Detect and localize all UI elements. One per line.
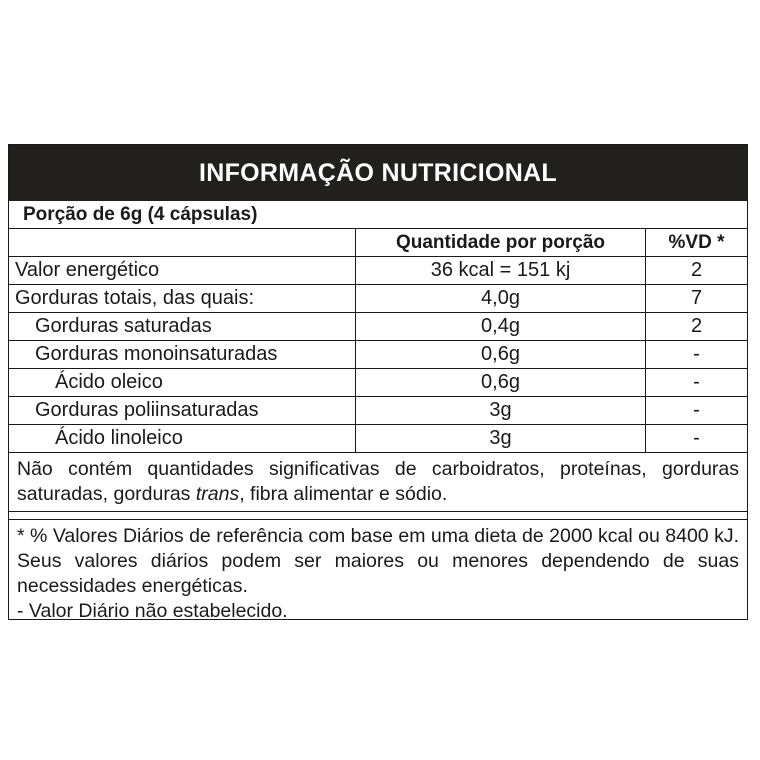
portion-size: Porção de 6g (4 cápsulas) xyxy=(9,201,747,229)
nutrient-vd: - xyxy=(645,369,747,396)
note-text-before: Não contém quantidades significativas de carboidratos, proteínas, gorduras saturadas, gorduras xyxy=(17,458,739,505)
table-row xyxy=(9,313,747,341)
nutrient-name: Gorduras totais, das quais: xyxy=(15,287,255,309)
table-row xyxy=(9,257,747,285)
nutrient-vd: - xyxy=(645,397,747,424)
table-row xyxy=(9,341,747,369)
label-title: INFORMAÇÃO NUTRICIONAL xyxy=(9,145,747,201)
header-quantity: Quantidade por porção xyxy=(355,229,645,256)
footnote xyxy=(9,520,747,628)
nutrient-vd: - xyxy=(645,341,747,368)
nutrient-vd: 7 xyxy=(645,285,747,312)
nutrient-quantity: 0,6g xyxy=(355,369,645,396)
table-row xyxy=(9,285,747,313)
nutrient-vd: 2 xyxy=(645,257,747,284)
table-row xyxy=(9,369,747,397)
table-row xyxy=(9,397,747,425)
nutrient-quantity: 0,6g xyxy=(355,341,645,368)
section-divider xyxy=(9,512,747,520)
nutrient-name: Ácido linoleico xyxy=(55,427,183,449)
header-nutrient xyxy=(9,229,355,256)
nutrient-name: Gorduras poliinsaturadas xyxy=(35,399,259,421)
table-row xyxy=(9,425,747,453)
nutrient-quantity: 0,4g xyxy=(355,313,645,340)
nutrient-vd: - xyxy=(645,425,747,452)
nutrition-facts-label xyxy=(8,144,748,620)
nutrient-name: Valor energético xyxy=(15,259,160,281)
note-text-italic: trans xyxy=(195,483,240,505)
footnote-vd-not-established: - Valor Diário não estabelecido. xyxy=(17,600,288,622)
nutrient-name: Gorduras saturadas xyxy=(35,315,212,337)
nutrient-name: Ácido oleico xyxy=(55,371,163,393)
nutrient-vd: 2 xyxy=(645,313,747,340)
table-header-row xyxy=(9,229,747,257)
not-contains-note xyxy=(9,453,747,512)
header-vd: %VD * xyxy=(645,229,747,256)
footnote-vd-reference: * % Valores Diários de referência com base em uma dieta de 2000 kcal ou 8400 kJ. Seus valores diários podem ser maiores ou menores dependendo de suas necessidades energéticas. xyxy=(17,525,739,597)
nutrient-quantity: 4,0g xyxy=(355,285,645,312)
nutrient-name: Gorduras monoinsaturadas xyxy=(35,343,278,365)
note-text-after: , fibra alimentar e sódio. xyxy=(239,483,448,505)
nutrient-quantity: 36 kcal = 151 kj xyxy=(355,257,645,284)
nutrient-quantity: 3g xyxy=(355,397,645,424)
nutrient-quantity: 3g xyxy=(355,425,645,452)
